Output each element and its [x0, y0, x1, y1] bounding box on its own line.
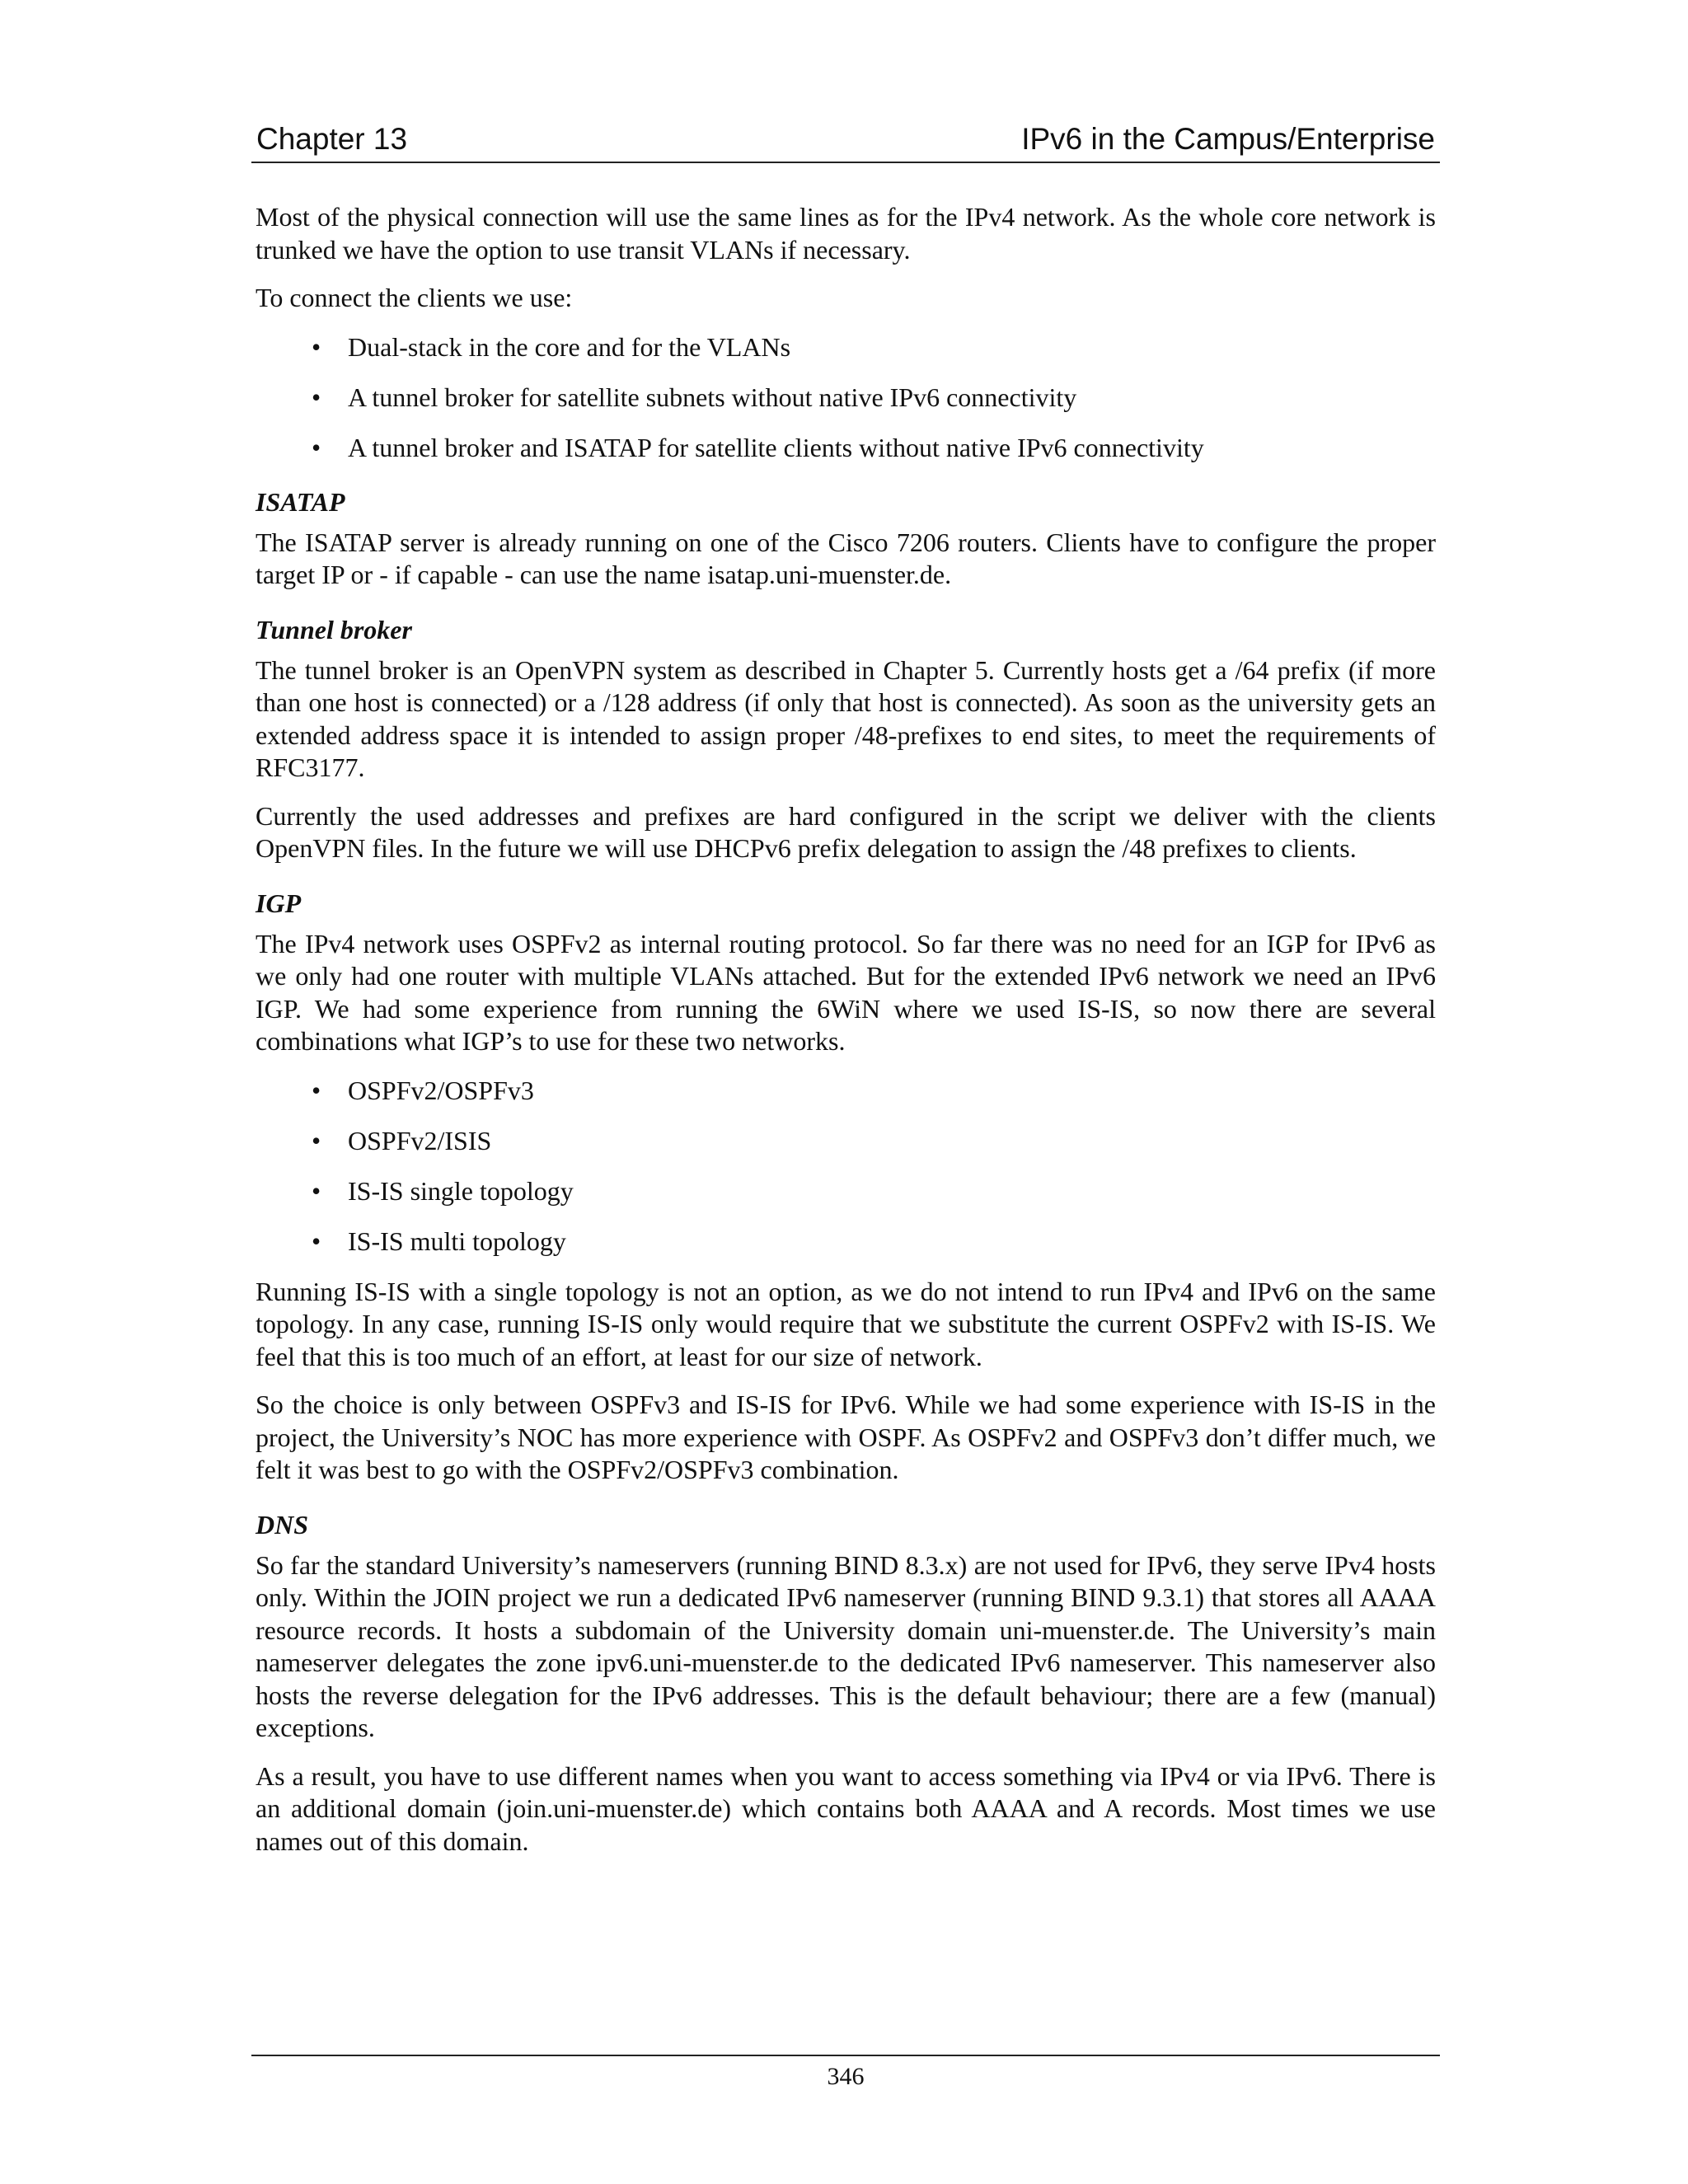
section-heading-dns: DNS: [256, 1509, 309, 1540]
section-heading-tunnel-broker: Tunnel broker: [256, 614, 412, 644]
bullet-icon: •: [312, 331, 321, 362]
tunnel-paragraph: The tunnel broker is an OpenVPN system as described in Chapter 5. Currently hosts get a /64 prefix (if more than one host is connected) or a /128 address (if only that host is connected). As soon as the university gets an extended address space it is intended to assign proper /48-prefixes to end sites, to meet the requirements of RFC3177.: [256, 654, 1436, 782]
intro-paragraph: To connect the clients we use:: [256, 283, 573, 312]
connection-list: [256, 330, 1436, 464]
page-body: [256, 201, 1436, 1873]
dns-paragraph: As a result, you have to use different names when you want to access something via IPv4 or via IPv6. There is an additional domain (join.uni-muenster.de) which contains both AAAA and A records. Most times we use names out of this domain.: [256, 1760, 1436, 1856]
list-item-text: IS-IS single topology: [348, 1175, 574, 1206]
igp-paragraph: The IPv4 network uses OSPFv2 as internal routing protocol. So far there was no need for an IGP for IPv6 as we only had one router with multiple VLANs attached. But for the extended IPv6 network we need an IPv6 IGP. We had some experience from running the 6WiN where we used IS-IS, so now there are several combinations what IGP’s to use for these two networks.: [256, 928, 1436, 1056]
page-number: 346: [827, 2063, 865, 2090]
bullet-icon: •: [312, 1075, 321, 1105]
bullet-icon: •: [312, 432, 321, 462]
igp-paragraph: Running IS-IS with a single topology is not an option, as we do not intend to run IPv4 and IPv6 on the same topology. In any case, running IS-IS only would require that we substitute the current OSPFv2 with IS-IS. We feel that this is too much of an effort, at least for our size of network.: [256, 1276, 1436, 1371]
tunnel-paragraph: Currently the used addresses and prefixes are hard configured in the script we deliver with the clients OpenVPN files. In the future we will use DHCPv6 prefix delegation to assign the /48 prefixes to clients.: [256, 800, 1436, 863]
chapter-title: IPv6 in the Campus/Enterprise: [1021, 122, 1435, 156]
igp-list: [256, 1074, 1436, 1258]
list-item-text: Dual-stack in the core and for the VLANs: [348, 331, 791, 362]
list-item: [256, 431, 1436, 464]
list-item: [256, 381, 1436, 414]
chapter-label: Chapter 13: [256, 122, 408, 156]
list-item-text: A tunnel broker and ISATAP for satellite clients without native IPv6 connectivity: [348, 432, 1204, 462]
bullet-icon: •: [312, 1226, 321, 1256]
list-item: [256, 1225, 1436, 1258]
list-item-text: IS-IS multi topology: [348, 1226, 566, 1256]
list-item-text: OSPFv2/OSPFv3: [348, 1075, 534, 1105]
section-heading-igp: IGP: [256, 888, 302, 918]
list-item: [256, 1124, 1436, 1157]
page-footer: [251, 2055, 1440, 2097]
isatap-paragraph: The ISATAP server is already running on one of the Cisco 7206 routers. Clients have to configure the proper target IP or - if capable - can use the name isatap.uni-muenster.de.: [256, 527, 1436, 589]
list-item: [256, 330, 1436, 363]
intro-paragraph: Most of the physical connection will use the same lines as for the IPv4 network. As the whole core network is trunked we have the option to use transit VLANs if necessary.: [256, 202, 1436, 265]
list-item-text: OSPFv2/ISIS: [348, 1125, 492, 1155]
dns-paragraph: So far the standard University’s nameservers (running BIND 8.3.x) are not used for IPv6, they serve IPv4 hosts only. Within the JOIN project we run a dedicated IPv6 nameserver (running BIND 9.3.1) that stores all AAAA resource records. It hosts a subdomain of the University domain uni-muenster.de. The University’s main nameserver delegates the zone ipv6.uni-muenster.de to the dedicated IPv6 nameserver. This nameserver also hosts the reverse delegation for the IPv6 addresses. This is the default behaviour; there are a few (manual) exceptions.: [256, 1549, 1436, 1742]
list-item: [256, 1174, 1436, 1207]
bullet-icon: •: [312, 1175, 321, 1206]
list-item-text: A tunnel broker for satellite subnets without native IPv6 connectivity: [348, 382, 1077, 412]
bullet-icon: •: [312, 382, 321, 412]
igp-paragraph: So the choice is only between OSPFv3 and IS-IS for IPv6. While we had some experience with IS-IS in the project, the University’s NOC has more experience with OSPF. As OSPFv2 and OSPFv3 don’t differ much, we felt it was best to go with the OSPFv2/OSPFv3 combination.: [256, 1390, 1436, 1484]
bullet-icon: •: [312, 1125, 321, 1155]
section-heading-isatap: ISATAP: [256, 486, 345, 517]
list-item: [256, 1074, 1436, 1107]
page-header: [251, 117, 1440, 163]
